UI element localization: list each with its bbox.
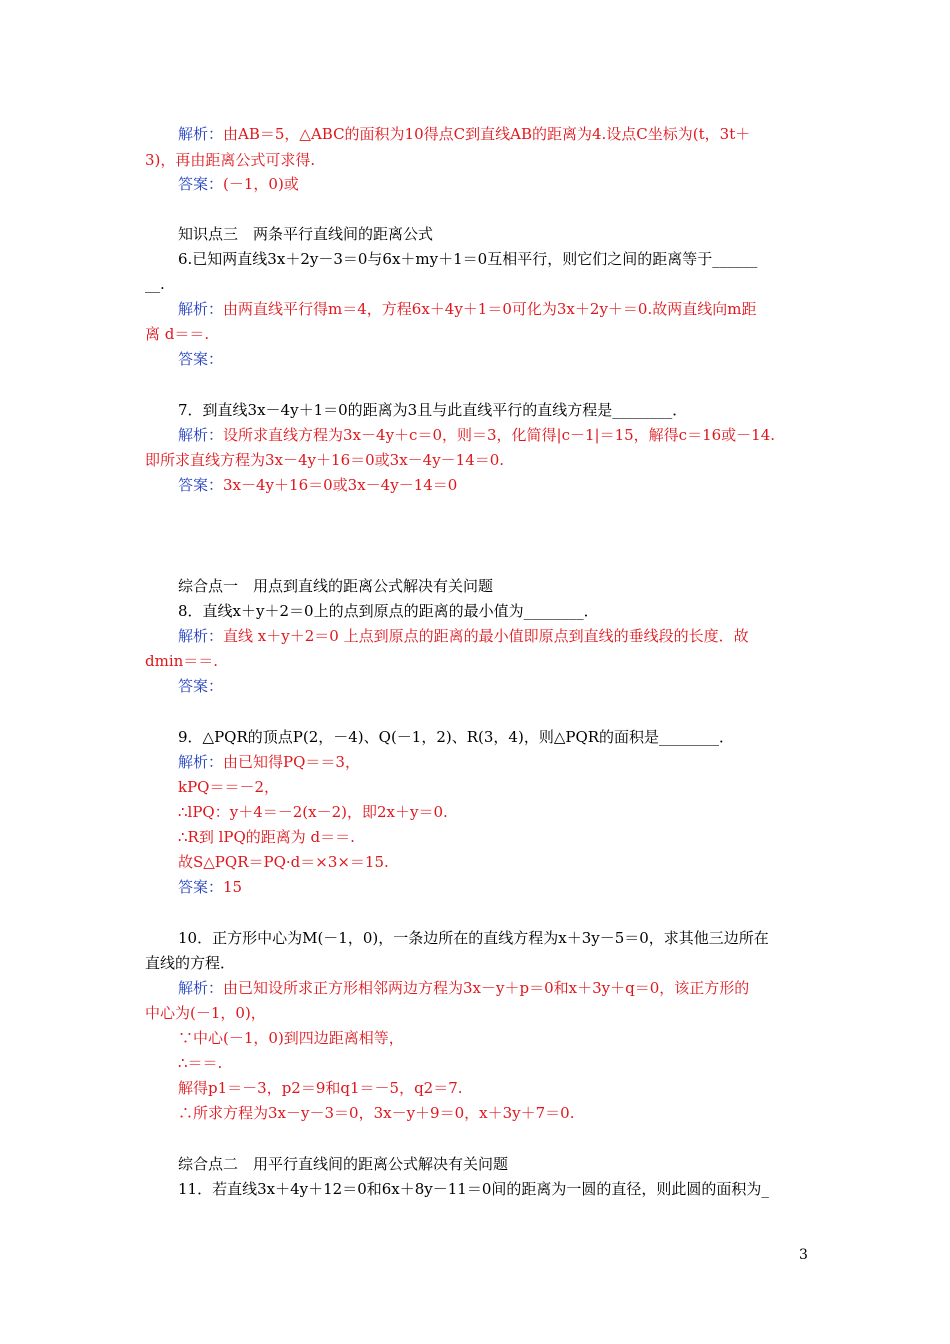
q9-answer: [178, 877, 810, 897]
solution-text: 由已知设所求正方形相邻两边方程为3x－y＋p＝0和x＋3y＋q＝0，该正方形的: [223, 979, 750, 997]
answer-label: 答案：: [178, 476, 224, 494]
q7-solution-line-2: 即所求直线方程为3x－4y＋16＝0或3x－4y－14＝0.: [145, 451, 505, 469]
q8-solution-line-1: [178, 626, 810, 646]
question-10-line-2: 直线的方程．: [145, 954, 236, 972]
q10-solution-line-3: ∵中心(－1，0)到四边距离相等，: [178, 1029, 404, 1047]
solution-text: 设所求直线方程为3x－4y＋c＝0，则＝3，化简得|c－1|＝15，解得c＝16或－14.: [223, 426, 776, 444]
question-6-line-2: __.: [145, 275, 165, 293]
q7-solution-line-1: [178, 425, 810, 445]
composite-heading-1: 综合点一 用点到直线的距离公式解决有关问题: [178, 577, 494, 595]
q6-solution-line-1: [178, 299, 810, 319]
answer-label: 答案：: [178, 878, 224, 896]
question-9: 9．△PQR的顶点P(2，－4)、Q(－1，2)、R(3，4)，则△PQR的面积是________．: [178, 728, 735, 746]
q8-answer-label: 答案：: [178, 677, 224, 695]
q10-solution-line-4: ∴＝＝.: [178, 1054, 223, 1072]
composite-heading-2: 综合点二 用平行直线间的距离公式解决有关问题: [178, 1155, 509, 1173]
solution-text: 直线 x＋y＋2＝0 上点到原点的距离的最小值即原点到直线的垂线段的长度．故: [223, 627, 749, 645]
q5-solution-line-1: [178, 124, 810, 144]
q9-solution-line-3: ∴lPQ：y＋4＝－2(x－2)，即2x＋y＝0.: [178, 803, 448, 821]
q10-solution-line-2: 中心为(－1，0)，: [145, 1004, 266, 1022]
q8-solution-line-2: dmin＝＝.: [145, 652, 219, 670]
solution-text: 由两直线平行得m＝4，方程6x＋4y＋1＝0可化为3x＋2y＋＝0.故两直线向m距: [223, 300, 757, 318]
page-number: 3: [799, 1247, 808, 1263]
q10-solution-line-1: [178, 978, 810, 998]
q5-solution-line-2: 3)，再由距离公式可求得.: [145, 151, 316, 169]
q5-answer: [178, 174, 810, 194]
answer-text: 15: [223, 878, 243, 896]
q6-answer-label: 答案：: [178, 350, 224, 368]
q10-solution-line-5: 解得p1＝－3，p2＝9和q1＝－5，q2＝7.: [178, 1079, 463, 1097]
solution-text: 由AB＝5，△ABC的面积为10得点C到直线AB的距离为4.设点C坐标为(t，3t＋: [223, 125, 751, 143]
section-heading-3: 知识点三 两条平行直线间的距离公式: [178, 225, 434, 243]
solution-label: 解析：: [178, 426, 224, 444]
question-6-line-1: 6.已知两直线3x＋2y－3＝0与6x＋my＋1＝0互相平行，则它们之间的距离等于______: [178, 250, 758, 268]
q9-solution-line-4: ∴R到 lPQ的距离为 d＝＝.: [178, 828, 355, 846]
q10-solution-line-6: ∴所求方程为3x－y－3＝0，3x－y＋9＝0，x＋3y＋7＝0.: [178, 1104, 575, 1122]
solution-label: 解析：: [178, 753, 224, 771]
q9-solution-line-5: 故S△PQR＝PQ·d＝×3×＝15.: [178, 853, 389, 871]
solution-label: 解析：: [178, 979, 224, 997]
q9-solution-line-2: kPQ＝＝－2，: [178, 778, 280, 796]
question-7: 7．到直线3x－4y＋1＝0的距离为3且与此直线平行的直线方程是________．: [178, 401, 688, 419]
answer-text: (－1，0)或: [223, 175, 299, 193]
answer-text: 3x－4y＋16＝0或3x－4y－14＝0: [223, 476, 458, 494]
solution-label: 解析：: [178, 627, 224, 645]
answer-label: 答案：: [178, 175, 224, 193]
question-8: 8．直线x＋y＋2＝0上的点到原点的距离的最小值为________．: [178, 602, 599, 620]
solution-label: 解析：: [178, 125, 224, 143]
question-10-line-1: 10．正方形中心为M(－1，0)，一条边所在的直线方程为x＋3y－5＝0，求其他三边所在: [178, 929, 769, 947]
solution-label: 解析：: [178, 300, 224, 318]
q7-answer: [178, 475, 810, 495]
solution-text: 由已知得PQ＝＝3，: [223, 753, 360, 771]
q6-solution-line-2: 离 d＝＝.: [145, 325, 210, 343]
question-11: 11．若直线3x＋4y＋12＝0和6x＋8y－11＝0间的距离为一圆的直径，则此圆的面积为_: [178, 1180, 769, 1198]
q9-solution-line-1: [178, 752, 810, 772]
